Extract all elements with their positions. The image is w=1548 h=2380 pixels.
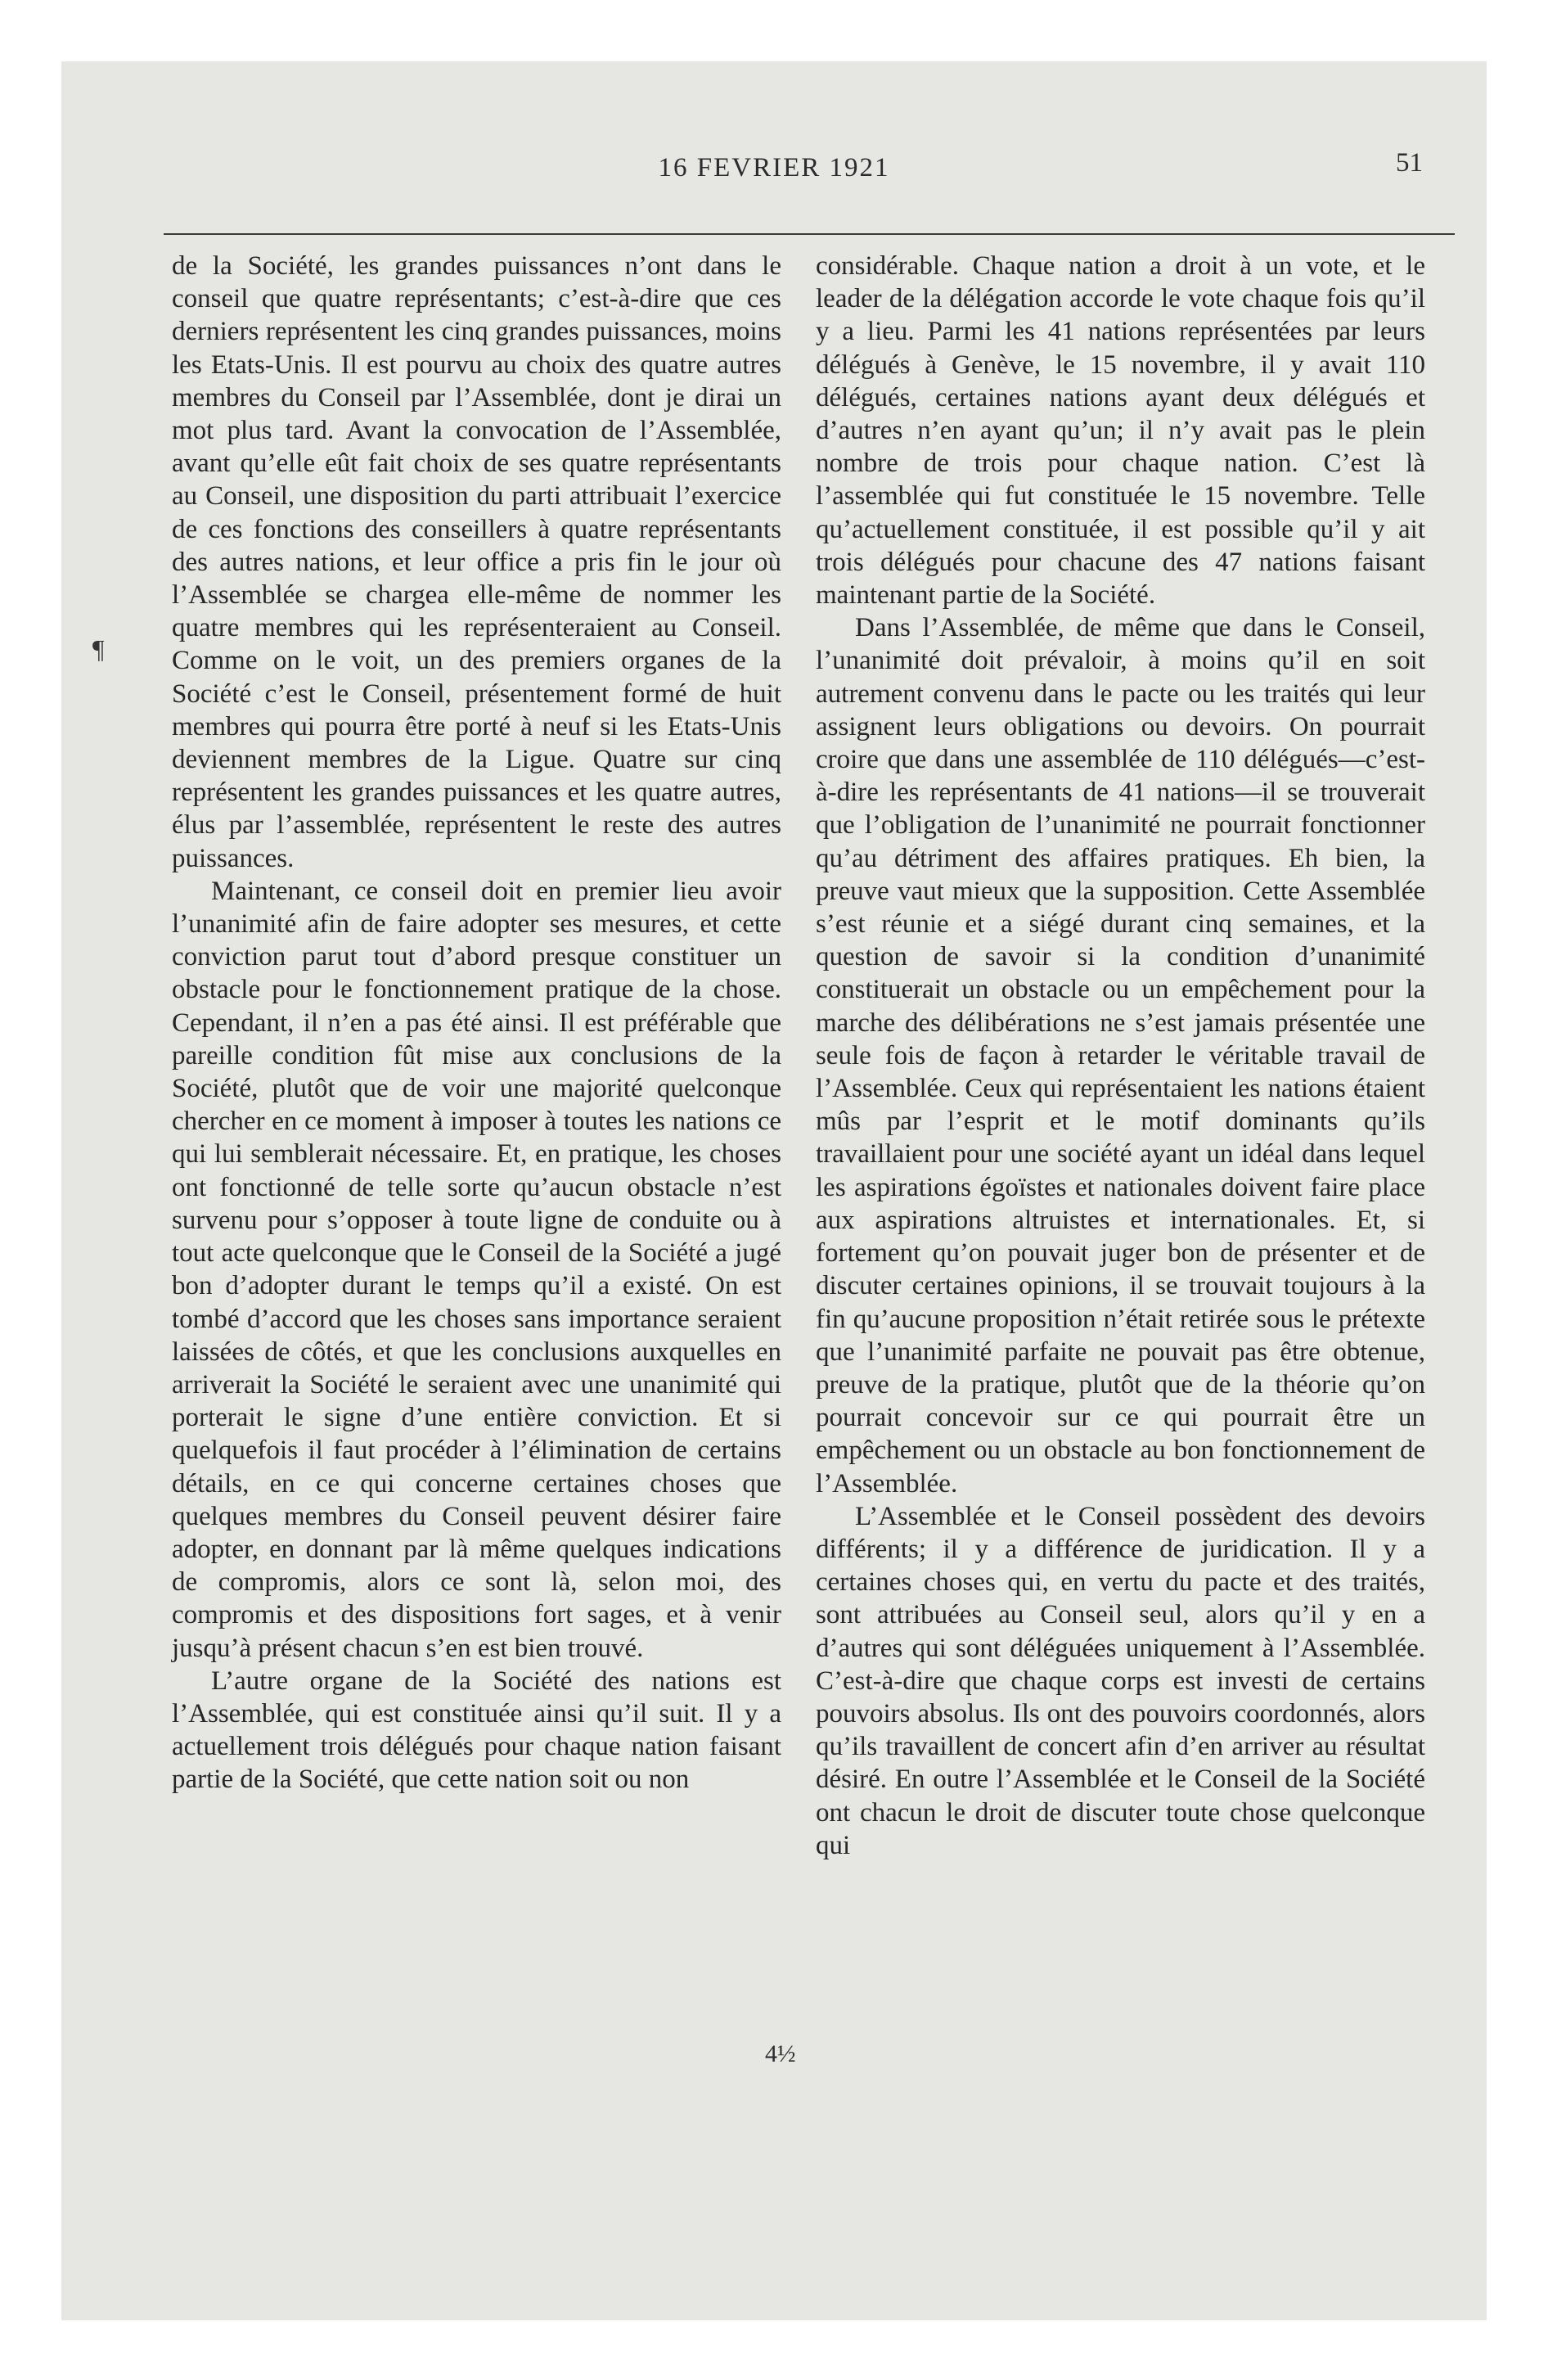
paragraph: Dans l’Assemblée, de même que dans le Conseil, l’unanimité doit prévaloir, à moins qu’il en soit autrement convenu dans le pacte ou les traités qui leur assignent leurs obligations ou devoirs. On pourrait croire que dans une assemblée de 110 délégués—c’est-à-dire les représentants de 41 nations—il se trouverait que l’obligation de l’unanimité ne pourrait fonctionner qu’au détriment des affaires pratiques. Eh bien, la preuve vaut mieux que la supposition. Cette Assemblée s’est réunie et a siégé durant cinq semaines, et la question de savoir si la condition d’unanimité constituerait un obstacle ou un empêchement pour la marche des délibérations ne s’est jamais présentée une seule fois de façon à retarder le véritable travail de l’Assemblée. Ceux qui représentaient les nations étaient mûs par l’esprit et le motif dominants qu’ils travaillaient pour une société ayant un idéal dans lequel les aspirations égoïstes et nationales doivent faire place aux aspirations altruistes et internationales. Et, si fortement qu’on pouvait juger bon de présenter et de discuter certaines opinions, il se trouvait toujours à la fin qu’aucune proposition n’était retirée sous le prétexte que l’unanimité parfaite ne pouvait pas être obtenue, preuve de la pratique, plutôt que de la théorie qu’on pourrait concevoir sur ce qui pourrait être un empêchement ou un obstacle au bon fonctionnement de l’Assemblée.	[816, 613, 1425, 1499]
page-number: 51	[1396, 148, 1423, 178]
paragraph: L’Assemblée et le Conseil possèdent des devoirs différents; il y a différence de juridication. Il y a certaines choses qui, en vertu du pacte et des traités, sont attribuées au Conseil seul, alors qu’il y en a d’autres qui sont déléguées uniquement à l’Assemblée. C’est-à-dire que chaque corps est investi de certains pouvoirs absolus. Ils ont des pouvoirs coordonnés, alors qu’ils travaillent de concert afin d’en arriver au résultat désiré. En outre l’Assemblée et le Conseil de la Société ont chacun le droit de discuter toute chose quelconque qui	[816, 1501, 1425, 1860]
margin-mark: ¶	[92, 634, 105, 664]
page-header	[61, 148, 1487, 202]
paragraph: Maintenant, ce conseil doit en premier lieu avoir l’unanimité afin de faire adopter ses mesures, et cette conviction parut tout d’abord presque constituer un obstacle pour le fonctionnement pratique de la chose. Cependant, il n’en a pas été ainsi. Il est préférable que pareille condition fût mise aux conclusions de la Société, plutôt que de voir une majorité quelconque chercher en ce moment à imposer à toutes les nations ce qui lui semblerait nécessaire. Et, en pratique, les choses ont fonctionné de telle sorte qu’aucun obstacle n’est survenu pour s’opposer à toute ligne de conduite ou à tout acte quelconque que le Conseil de la Société a jugé bon d’adopter durant le temps qu’il a existé. On est tombé d’accord que les choses sans importance seraient laissées de côtés, et que les conclusions auxquelles en arriverait la Société le seraient avec une unanimité qui porterait le signe d’une entière conviction. Et si quelquefois il faut procéder à l’élimination de certains détails, en ce qui concerne certaines choses que quelques membres du Conseil peuvent désirer faire adopter, en donnant par là même quelques indications de compromis, alors ce sont là, selon moi, des compromis et des dispositions fort sages, et à venir jusqu’à présent chacun s’en est bien trouvé.	[172, 876, 781, 1663]
document-page	[61, 61, 1487, 2320]
signature-mark: 4½	[765, 2040, 796, 2067]
header-rule	[164, 233, 1455, 235]
paragraph: considérable. Chaque nation a droit à un vote, et le leader de la délégation accorde le vote chaque fois qu’il y a lieu. Parmi les 41 nations représentées par leurs délégués à Genève, le 15 novembre, il y avait 110 délégués, certaines nations ayant deux délégués et d’autres n’en ayant qu’un; il n’y avait pas le plein nombre de trois pour chaque nation. C’est là l’assemblée qui fut constituée le 15 novembre. Telle qu’actuellement constituée, il est possible qu’il y ait trois délégués pour chacune des 47 nations faisant maintenant partie de la Société.	[816, 251, 1425, 611]
left-column	[172, 250, 781, 1796]
paragraph: de la Société, les grandes puissances n’ont dans le conseil que quatre représentants; c’est-à-dire que ces derniers représentent les cinq grandes puissances, moins les Etats-Unis. Il est pourvu au choix des quatre autres membres du Conseil par l’Assemblée, dont je dirai un mot plus tard. Avant la convocation de l’Assemblée, avant qu’elle eût fait choix de ses quatre représentants au Conseil, une disposition du parti attribuait l’exercice de ces fonctions des conseillers à quatre représentants des autres nations, et leur office a pris fin le jour où l’Assemblée se chargea elle-même de nommer les quatre membres qui les représenteraient au Conseil. Comme on le voit, un des premiers organes de la Société c’est le Conseil, présentement formé de huit membres qui pourra être porté à neuf si les Etats-Unis deviennent membres de la Ligue. Quatre sur cinq représentent les grandes puissances et les quatre autres, élus par l’assemblée, représentent le reste des autres puissances.	[172, 251, 781, 873]
running-head: 16 FEVRIER 1921	[658, 153, 890, 183]
paragraph: L’autre organe de la Société des nations est l’Assemblée, qui est constituée ainsi qu’il suit. Il y a actuellement trois délégués pour chaque nation faisant partie de la Société, que cette nation soit ou non	[172, 1666, 781, 1795]
right-column	[816, 250, 1425, 1862]
